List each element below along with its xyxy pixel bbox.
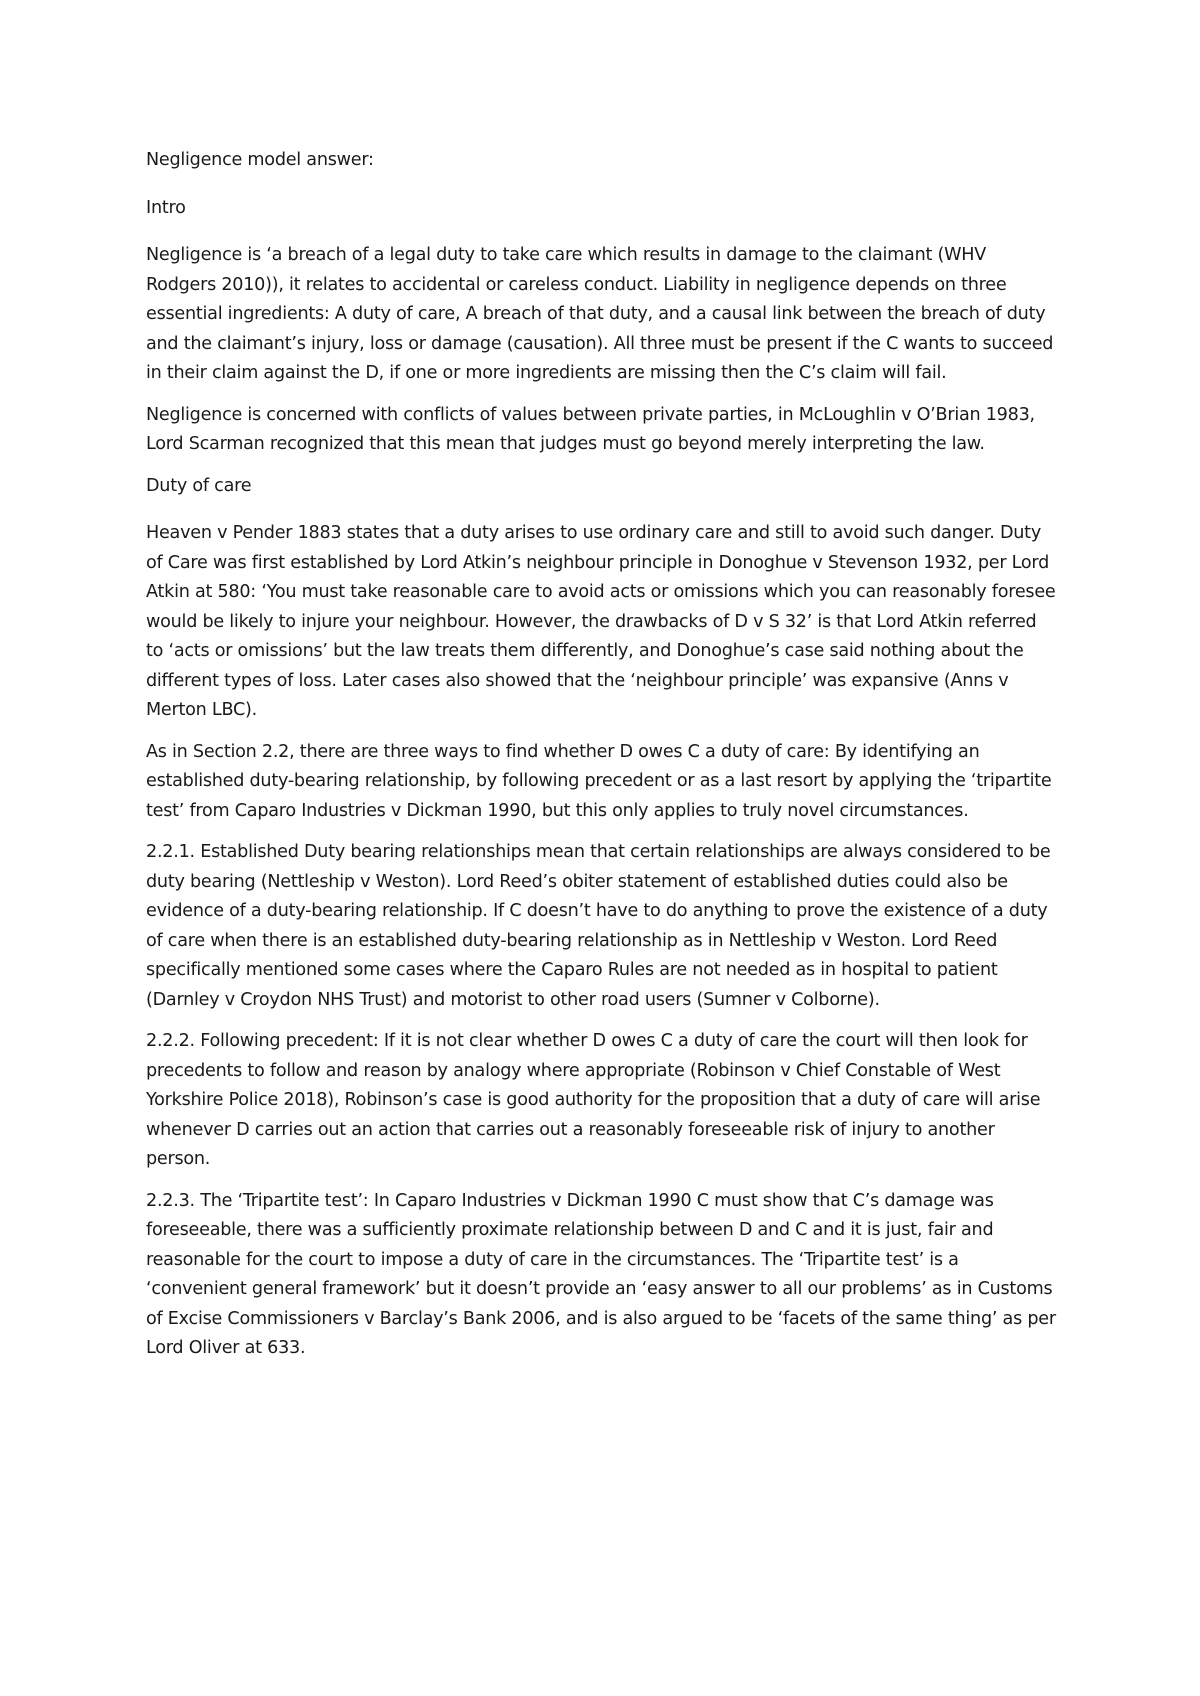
paragraph: Negligence is concerned with conflicts of values between private parties, in McLoughlin v O’Brian 1983, Lord Scarman recognized that this mean that judges must go beyond merely interpreting the law. [146,404,1035,454]
section-heading-intro: Intro [146,197,186,218]
paragraph: 2.2.3. The ‘Tripartite test’: In Caparo Industries v Dickman 1990 C must show that C’s damage was foreseeable, there was a sufficiently proximate relationship between D and C and it is just, fair and reasonable for the court to impose a duty of care in the circumstances. The ‘Tripartite test’ is a ‘convenient general framework’ but it doesn’t provide an ‘easy answer to all our problems’ as in Customs of Excise Commissioners v Barclay’s Bank 2006, and is also argued to be ‘facets of the same thing’ as per Lord Oliver at 633. [146,1190,1056,1358]
document-body [146,146,1058,1376]
paragraph: 2.2.1. Established Duty bearing relationships mean that certain relationships are always considered to be duty bearing (Nettleship v Weston). Lord Reed’s obiter statement of established duties could also be evidence of a duty-bearing relationship. If C doesn’t have to do anything to prove the existence of a duty of care when there is an established duty-bearing relationship as in Nettleship v Weston. Lord Reed specifically mentioned some cases where the Caparo Rules are not needed as in hospital to patient (Darnley v Croydon NHS Trust) and motorist to other road users (Sumner v Colborne). [146,842,1051,1010]
document-title: Negligence model answer: [146,150,374,170]
paragraph: Negligence is ‘a breach of a legal duty to take care which results in damage to the claimant (WHV Rodgers 2010)), it relates to accidental or careless conduct. Liability in negligence depends on three essential ingredients: A duty of care, A breach of that duty, and a causal link between the breach of duty and the claimant’s injury, loss or damage (causation). All three must be present if the C wants to succeed in their claim against the D, if one or more ingredients are missing then the C’s claim will fail. [146,245,1054,383]
paragraph: 2.2.2. Following precedent: If it is not clear whether D owes C a duty of care the court will then look for precedents to follow and reason by analogy where appropriate (Robinson v Chief Constable of West Yorkshire Police 2018), Robinson’s case is good authority for the proposition that a duty of care will arise whenever D carries out an action that carries out a reasonably foreseeable risk of injury to another person. [146,1031,1041,1169]
paragraph: As in Section 2.2, there are three ways to find whether D owes C a duty of care: By identifying an established duty-bearing relationship, by following precedent or as a last resort by applying the ‘tripartite test’ from Caparo Industries v Dickman 1990, but this only applies to truly novel circumstances. [146,741,1052,821]
paragraph: Heaven v Pender 1883 states that a duty arises to use ordinary care and still to avoid such danger. Duty of Care was first established by Lord Atkin’s neighbour principle in Donoghue v Stevenson 1932, per Lord Atkin at 580: ‘You must take reasonable care to avoid acts or omissions which you can reasonably foresee would be likely to injure your neighbour. However, the drawbacks of D v S 32’ is that Lord Atkin referred to ‘acts or omissions’ but the law treats them differently, and Donoghue’s case said nothing about the different types of loss. Later cases also showed that the ‘neighbour principle’ was expansive (Anns v Merton LBC). [146,523,1056,720]
section-heading-duty-of-care: Duty of care [146,475,252,496]
